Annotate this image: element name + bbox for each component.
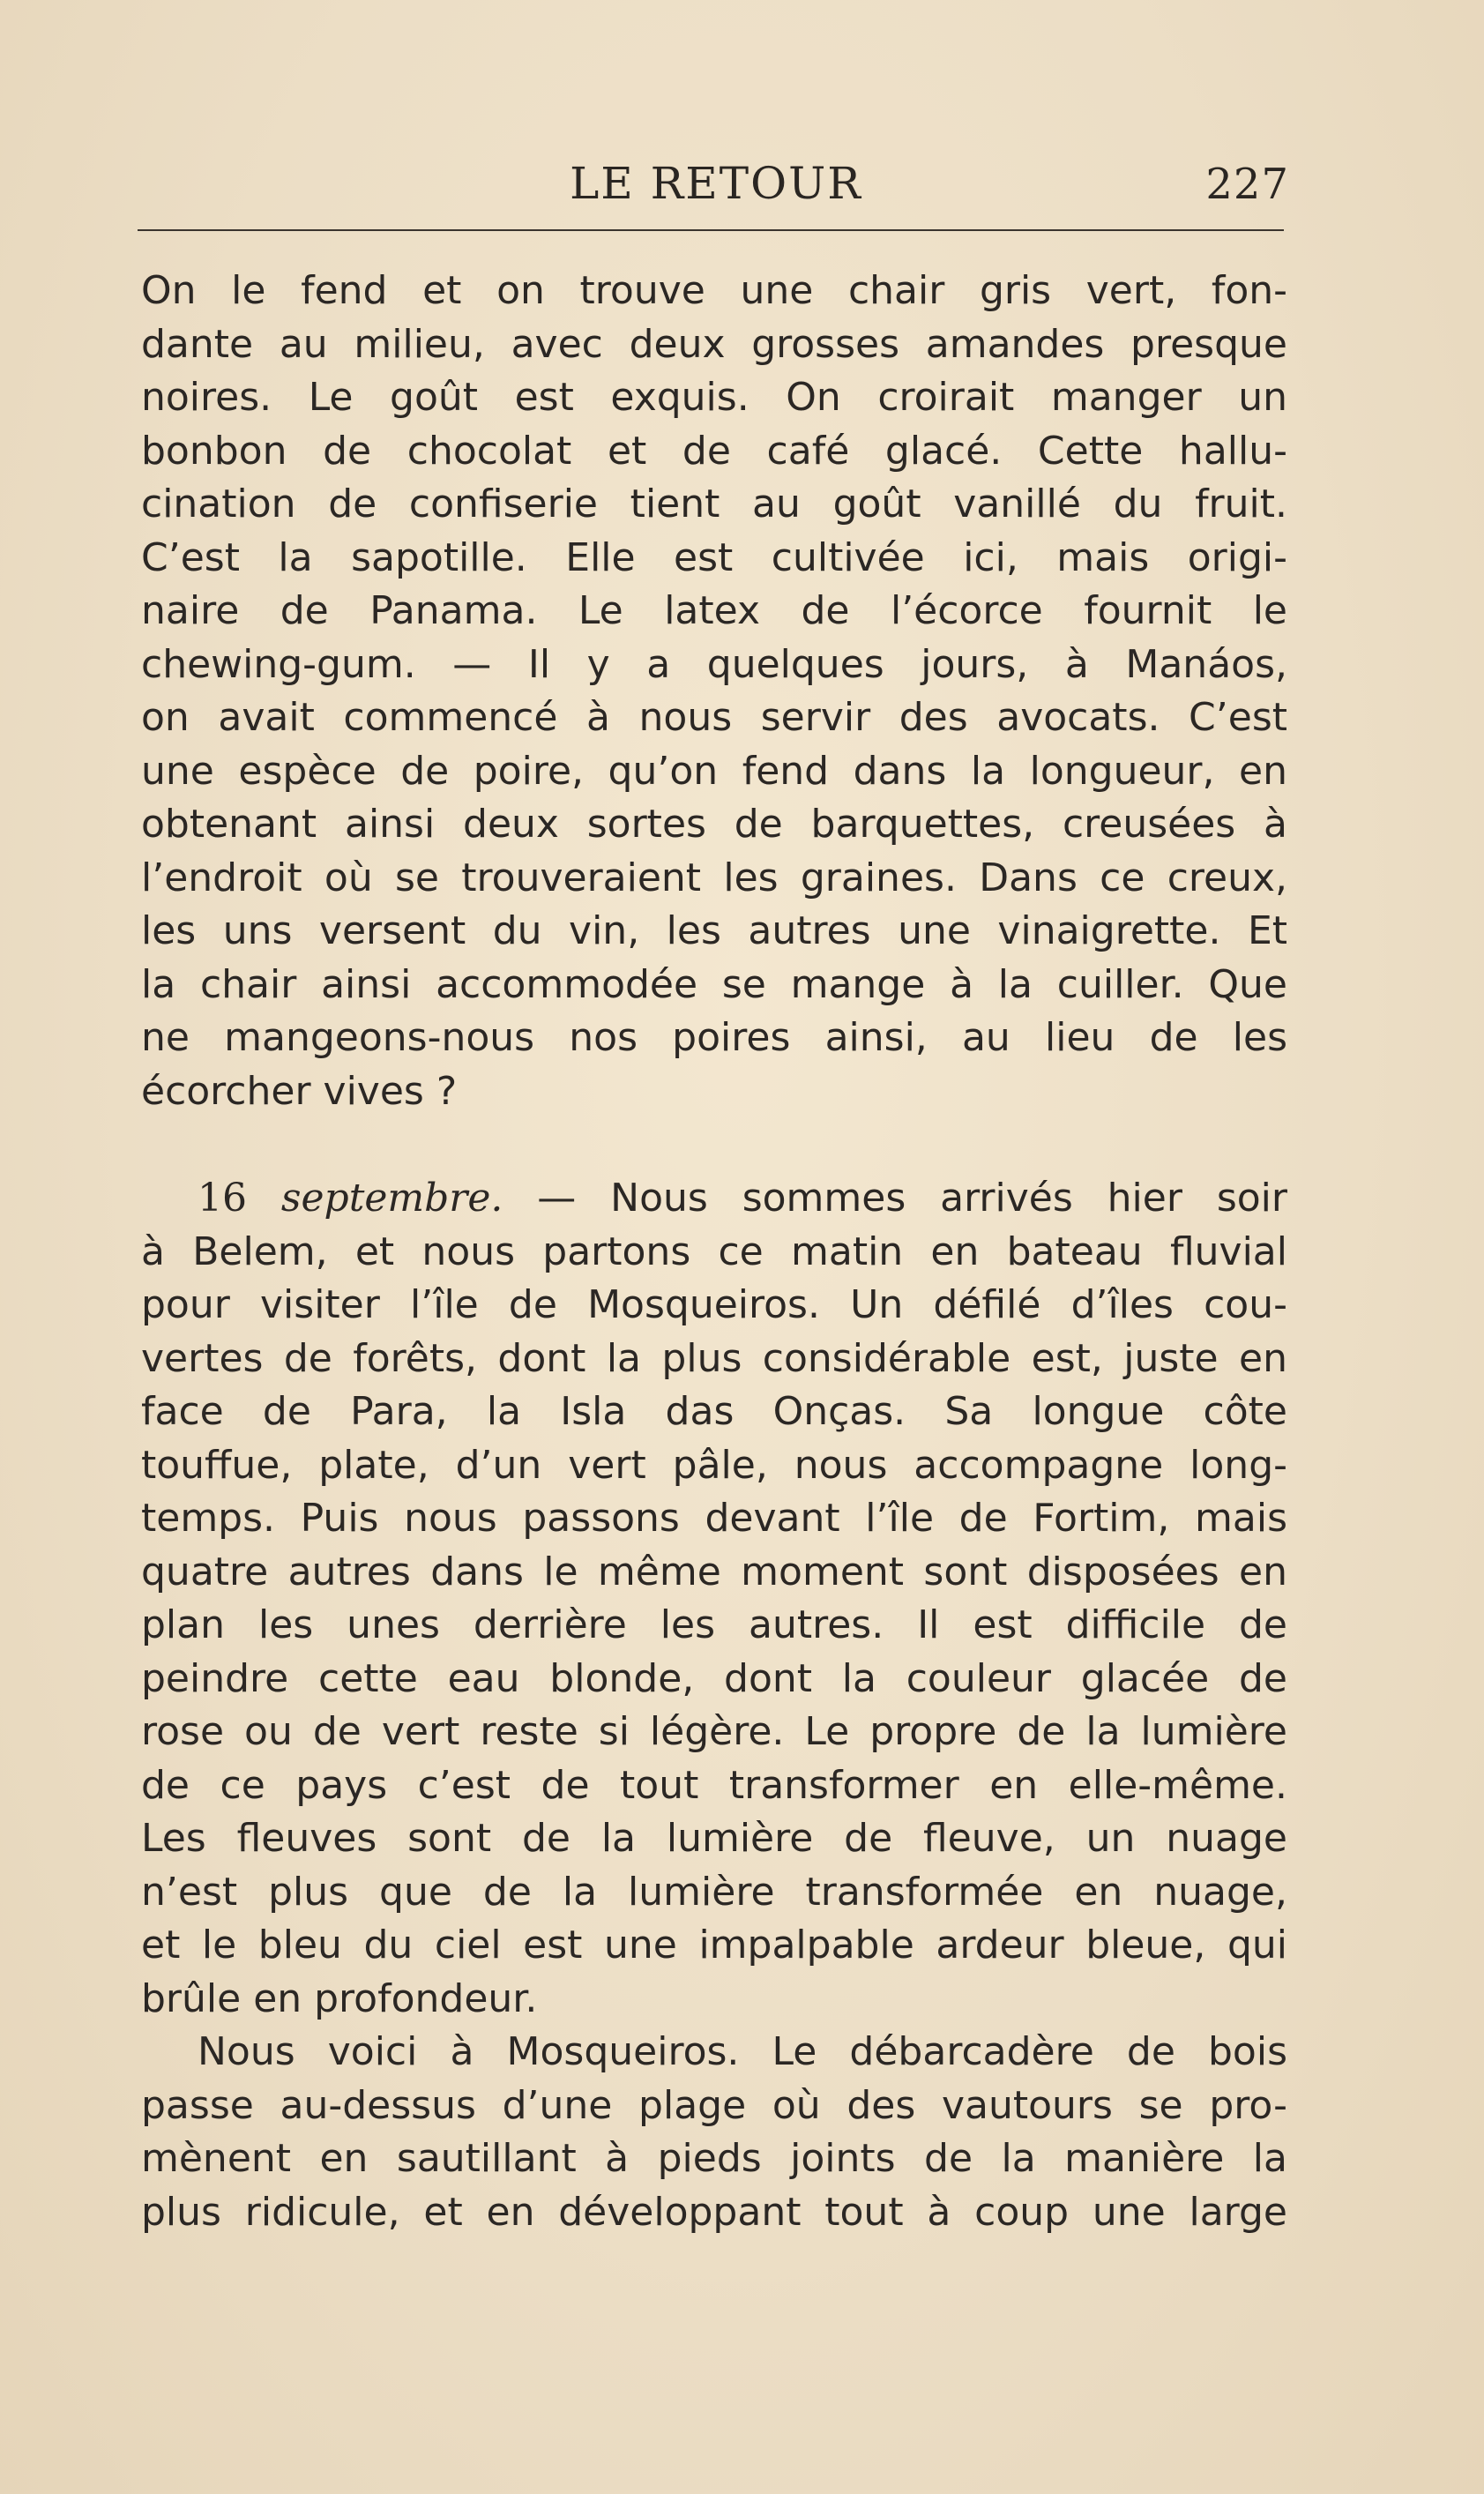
text-line: touffue, plate, d’un vert pâle, nous accompagne long- [141, 1442, 1287, 1488]
paragraph-2 [141, 1172, 1287, 2026]
body-text [141, 265, 1287, 2239]
page-number: 227 [1205, 160, 1289, 209]
text-line: Nous voici à Mosqueiros. Le débarcadère de bois [198, 2029, 1287, 2074]
text-line: l’endroit où se trouveraient les graines. Dans ce creux, [141, 855, 1287, 900]
entry-opening: — Nous sommes arrivés hier soir [503, 1176, 1287, 1221]
paragraph-gap [141, 1118, 1287, 1172]
text-line: passe au-dessus d’une plage où des vautours se pro- [141, 2082, 1287, 2128]
text-line: mènent en sautillant à pieds joints de la manière la [141, 2136, 1287, 2181]
text-line: cination de confiserie tient au goût vanillé du fruit. [141, 482, 1287, 526]
text-line: noires. Le goût est exquis. On croirait manger un [141, 375, 1287, 420]
text-line: bonbon de chocolat et de café glacé. Cette hallu- [141, 428, 1287, 474]
date-month-text: septembre. [280, 1176, 503, 1221]
text-line: à Belem, et nous partons ce matin en bateau fluvial [141, 1228, 1287, 1274]
text-line: rose ou de vert reste si légère. Le propre de la lumière [141, 1709, 1287, 1754]
text-line: brûle en profondeur. [141, 1975, 538, 2021]
text-line: On le fend et on trouve une chair gris vert, fon- [141, 268, 1287, 313]
date-day: 16 [198, 1176, 247, 1221]
text-line: quatre autres dans le même moment sont disposées en [141, 1549, 1287, 1594]
text-line: la chair ainsi accommodée se mange à la cuiller. Que [141, 961, 1287, 1007]
text-line: naire de Panama. Le latex de l’écorce fournit le [141, 588, 1287, 633]
text-line: peindre cette eau blonde, dont la couleur glacée de [141, 1655, 1287, 1701]
text-line: et le bleu du ciel est une impalpable ardeur bleue, qui [141, 1923, 1287, 1968]
running-title: LE RETOUR [570, 158, 862, 209]
text-line: on avait commencé à nous servir des avocats. C’est [141, 695, 1287, 740]
text-line: temps. Puis nous passons devant l’île de Fortim, mais [141, 1496, 1287, 1541]
text-line: face de Para, la Isla das Onças. Sa longue côte [141, 1389, 1287, 1434]
text-line: vertes de forêts, dont la plus considérable est, juste en [141, 1335, 1287, 1381]
text-line: plan les unes derrière les autres. Il est difficile de [141, 1602, 1287, 1647]
text-line: écorcher vives ? [141, 1068, 458, 1114]
text-line: Les fleuves sont de la lumière de fleuve, un nuage [141, 1816, 1287, 1861]
paragraph-1 [141, 265, 1287, 1118]
paragraph-3 [141, 2026, 1287, 2239]
text-line: obtenant ainsi deux sortes de barquettes, creusées à [141, 802, 1287, 847]
text-line: C’est la sapotille. Elle est cultivée ici, mais origi- [141, 534, 1287, 580]
date-month [247, 1176, 503, 1221]
text-line: pour visiter l’île de Mosqueiros. Un défilé d’îles cou- [141, 1282, 1287, 1327]
text-line: chewing-gum. — Il y a quelques jours, à Manáos, [141, 641, 1287, 687]
text-line: dante au milieu, avec deux grosses amandes presque [141, 321, 1287, 367]
text-line: ne mangeons-nous nos poires ainsi, au lieu de les [141, 1015, 1287, 1060]
text-line: une espèce de poire, qu’on fend dans la longueur, en [141, 748, 1287, 794]
text-line: de ce pays c’est de tout transformer en elle-même. [141, 1762, 1287, 1808]
dated-entry-line [141, 1172, 1287, 1226]
header-rule [138, 229, 1284, 231]
page-header [143, 157, 1289, 228]
text-line: n’est plus que de la lumière transformée en nuage, [141, 1869, 1287, 1915]
text-line: plus ridicule, et en développant tout à coup une large [141, 2189, 1287, 2235]
text-line: les uns versent du vin, les autres une vinaigrette. Et [141, 908, 1287, 953]
